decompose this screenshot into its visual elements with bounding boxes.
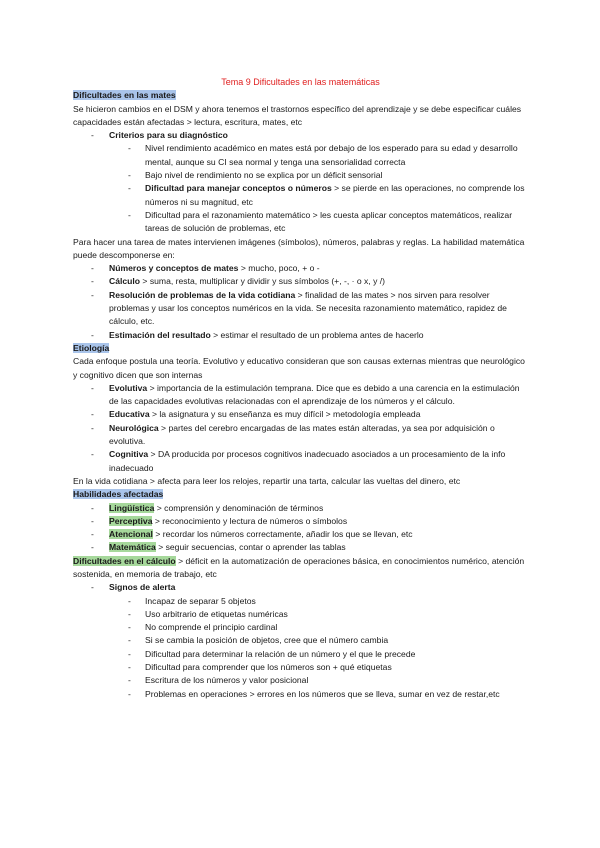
list-item: - Evolutiva > importancia de la estimulación temprana. Dice que es debido a una carencia en la estimulación de las capacidades evolutivas relacionadas con el aprendizaje de los números y el cálculo. xyxy=(91,382,520,407)
list-item: - Bajo nivel de rendimiento no se explica por un déficit sensorial xyxy=(128,170,383,181)
list-item: - Atencional > recordar los números correctamente, añadir los que se llevan, etc xyxy=(91,529,413,540)
list-item: - Incapaz de separar 5 objetos xyxy=(128,595,256,606)
document-page xyxy=(73,76,528,701)
list-item: - Perceptiva > reconocimiento y lectura de números o símbolos xyxy=(91,515,348,526)
list-item: - Dificultad para el razonamiento matemático > les cuesta aplicar conceptos matemáticos, realizar tareas de solución de problemas, etc xyxy=(128,209,513,234)
list-item: - Problemas en operaciones > errores en los números que se lleva, sumar en vez de restar,etc xyxy=(128,688,500,699)
list-item: - Escritura de los números y valor posicional xyxy=(128,675,309,686)
list-item: - No comprende el principio cardinal xyxy=(128,622,278,633)
paragraph-dsm: Se hicieron cambios en el DSM y ahora tenemos el trastornos específico del aprendizaje y se debe especificar cuáles capacidades están afectadas > lectura, escritura, mates, etc xyxy=(73,103,522,127)
list-item: - Criterios para su diagnóstico xyxy=(73,129,528,142)
section-heading-etiologia: Etiología xyxy=(73,342,110,353)
list-item: - Neurológica > partes del cerebro encargadas de las mates están alteradas, ya sea por adquisición o evolutiva. xyxy=(91,422,495,447)
list-item: - Resolución de problemas de la vida cotidiana > finalidad de las mates > nos sirven para resolver problemas y usar los conceptos numéricos en la vida. Se necesita razonamiento matemático, rapidez de cálculo, etc. xyxy=(91,289,507,327)
list-item: - Dificultad para comprender que los números son + qué etiquetas xyxy=(128,662,392,673)
list-item: - Lingüística > comprensión y denominación de términos xyxy=(91,502,324,513)
section-heading-habilidades: Habilidades afectadas xyxy=(73,489,164,500)
list-item: - Uso arbitrario de etiquetas numéricas xyxy=(128,608,288,619)
list-item: - Educativa > la asignatura y su enseñanza es muy difícil > metodología empleada xyxy=(91,409,421,420)
section-heading-calculo: Dificultades en el cálculo xyxy=(73,555,176,566)
list-item: - Nivel rendimiento académico en mates está por debajo de los esperado para su edad y desarrollo mental, aunque su CI sea normal y tenga una sensorialidad correcta xyxy=(128,143,518,167)
paragraph-habilidad: Para hacer una tarea de mates intervienen imágenes (símbolos), números, palabras y reglas. La habilidad matemática puede descomponerse en: xyxy=(73,236,525,260)
list-item: - Dificultad para manejar conceptos o números > se pierde en las operaciones, no comprende los números ni su magnitud, etc xyxy=(128,183,525,207)
list-item: - Dificultad para determinar la relación de un número y el que le precede xyxy=(128,648,416,659)
list-item: - Signos de alerta xyxy=(73,581,528,594)
document-title: Tema 9 Dificultades en las matemáticas xyxy=(221,77,380,87)
paragraph-calculo: Dificultades en el cálculo > déficit en la automatización de operaciones básica, en conocimientos numérico, atención sostenida, en memoria de trabajo, etc xyxy=(73,555,525,579)
list-item: - Cálculo > suma, resta, multiplicar y dividir y sus símbolos (+, -, · o x, y /) xyxy=(91,276,386,287)
list-item: - Matemática > seguir secuencias, contar o aprender las tablas xyxy=(91,542,346,553)
list-item: - Cognitiva > DA producida por procesos cognitivos inadecuado asociados a un procesamiento de la info inadecuado xyxy=(91,449,506,473)
paragraph-enfoque: Cada enfoque postula una teoría. Evolutivo y educativo consideran que son causas externas mientras que neurológico y cognitivo dicen que son internas xyxy=(73,356,525,380)
list-item: - Números y conceptos de mates > mucho, poco, + o - xyxy=(91,263,320,274)
signs-title: Signos de alerta xyxy=(109,582,176,593)
list-item: - Si se cambia la posición de objetos, cree que el número cambia xyxy=(128,635,389,646)
list-item: - Estimación del resultado > estimar el resultado de un problema antes de hacerlo xyxy=(91,329,424,340)
criteria-title: Criterios para su diagnóstico xyxy=(109,130,228,141)
paragraph-vida-cotidiana: En la vida cotidiana > afecta para leer los relojes, repartir una tarta, calcular las vueltas del dinero, etc xyxy=(73,475,461,486)
section-heading-dificultades: Dificultades en las mates xyxy=(73,90,176,101)
